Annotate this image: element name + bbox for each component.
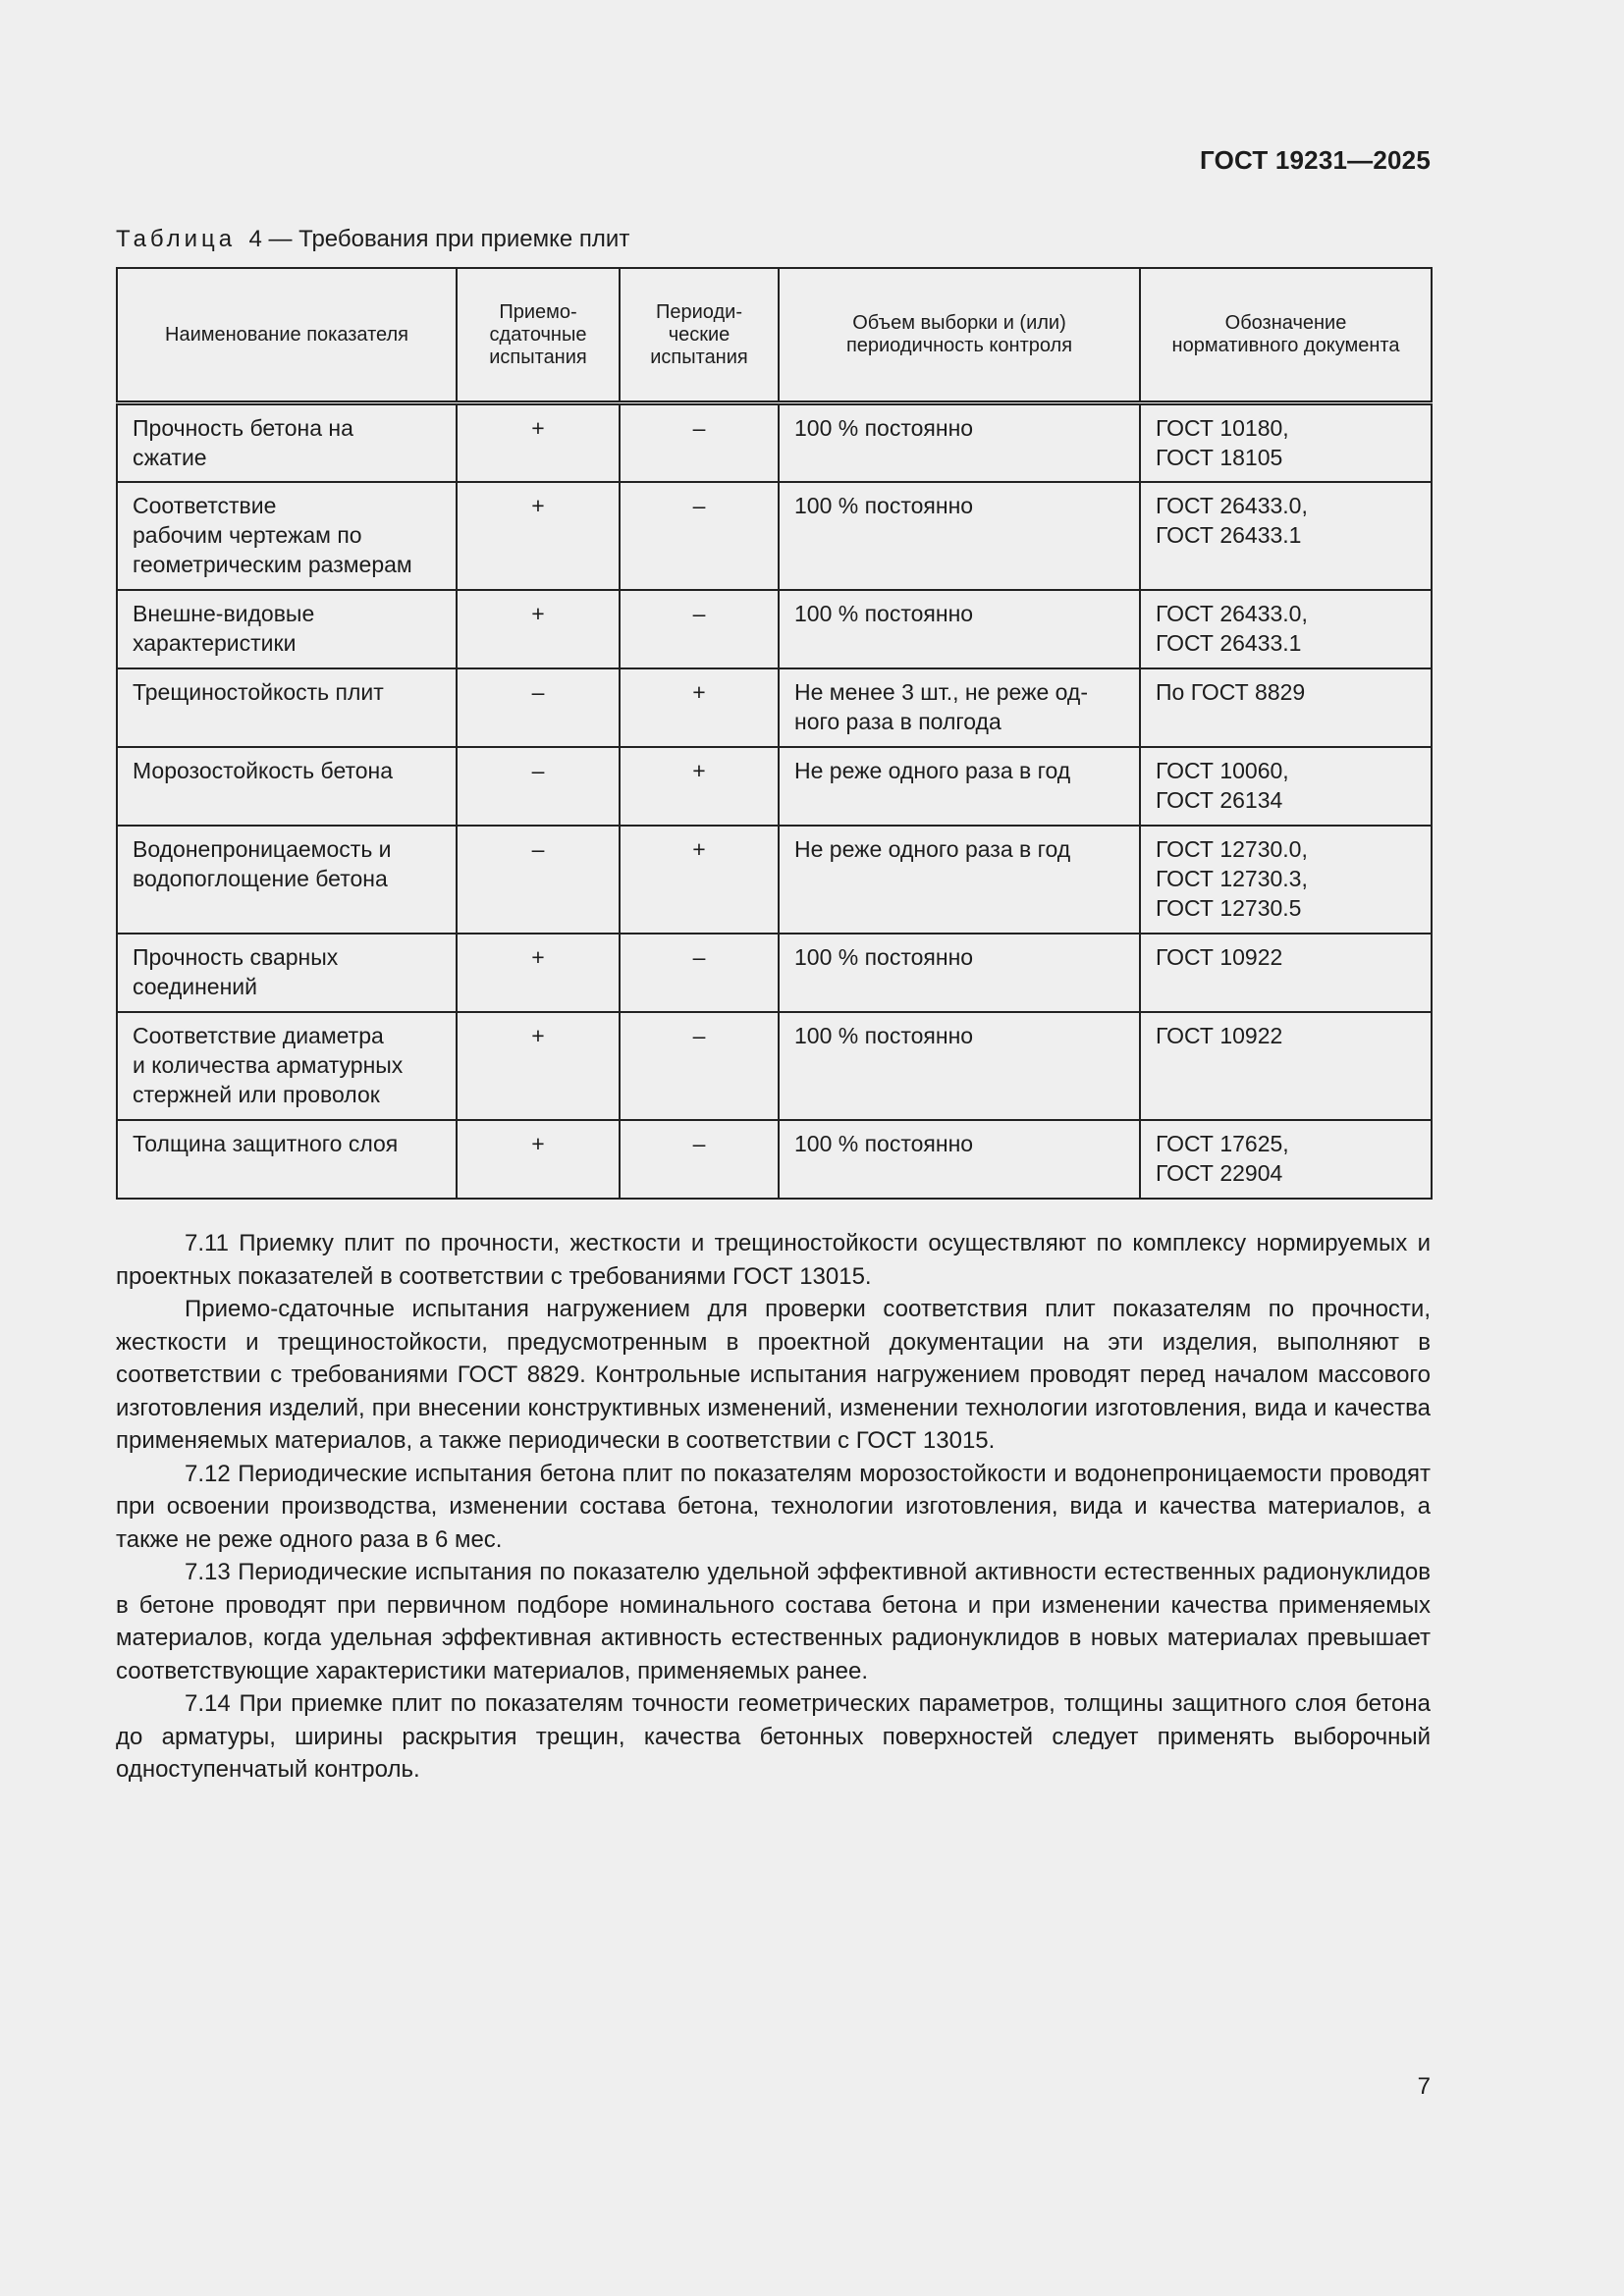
cell-periodic: –: [620, 1012, 779, 1120]
column-header-acceptance-tests: Приемо- сдаточные испытания: [457, 268, 620, 403]
cell-documents: ГОСТ 10922: [1140, 934, 1432, 1012]
cell-documents: ГОСТ 10922: [1140, 1012, 1432, 1120]
cell-scope: 100 % постоянно: [779, 1120, 1140, 1199]
table-caption: [116, 226, 629, 253]
cell-acceptance: +: [457, 1120, 620, 1199]
cell-scope: 100 % постоянно: [779, 590, 1140, 668]
cell-indicator: Внешне-видовые характеристики: [117, 590, 457, 668]
cell-documents: ГОСТ 10060, ГОСТ 26134: [1140, 747, 1432, 826]
cell-periodic: –: [620, 403, 779, 482]
cell-documents: ГОСТ 10180, ГОСТ 18105: [1140, 403, 1432, 482]
table-caption-label: Таблица: [116, 226, 237, 252]
paragraph-7-13: 7.13 Периодические испытания по показателю удельной эффективной активности естественных радионуклидов в бетоне проводят при первичном подборе номинального состава бетона и при изменении качества применяемых материалов, когда удельная эффективная активность естественных радионуклидов в новых материалах превышает соответствующие характеристики материалов, применяемых ранее.: [116, 1559, 1431, 1684]
cell-scope: Не реже одного раза в год: [779, 747, 1140, 826]
cell-indicator: Соответствие рабочим чертежам по геометрическим размерам: [117, 482, 457, 590]
cell-acceptance: +: [457, 934, 620, 1012]
table-row: [117, 934, 1432, 1012]
cell-scope: 100 % постоянно: [779, 1012, 1140, 1120]
cell-acceptance: +: [457, 403, 620, 482]
table-row: [117, 1012, 1432, 1120]
cell-periodic: +: [620, 747, 779, 826]
cell-acceptance: +: [457, 590, 620, 668]
cell-acceptance: –: [457, 747, 620, 826]
cell-indicator: Прочность сварных соединений: [117, 934, 457, 1012]
table-row: [117, 590, 1432, 668]
column-header-indicator: Наименование показателя: [117, 268, 457, 403]
cell-indicator: Морозостойкость бетона: [117, 747, 457, 826]
cell-scope: 100 % постоянно: [779, 403, 1140, 482]
table-header-row: [117, 268, 1432, 403]
cell-indicator: Водонепроницаемость и водопоглощение бетона: [117, 826, 457, 934]
cell-indicator: Трещиностойкость плит: [117, 668, 457, 747]
cell-periodic: –: [620, 590, 779, 668]
cell-acceptance: +: [457, 482, 620, 590]
cell-acceptance: –: [457, 826, 620, 934]
table-caption-text: 4 — Требования при приемке плит: [248, 226, 630, 252]
cell-documents: ГОСТ 12730.0, ГОСТ 12730.3, ГОСТ 12730.5: [1140, 826, 1432, 934]
cell-indicator: Соответствие диаметра и количества арматурных стержней или проволок: [117, 1012, 457, 1120]
cell-indicator: Толщина защитного слоя: [117, 1120, 457, 1199]
column-header-periodic-tests: Периоди- ческие испытания: [620, 268, 779, 403]
cell-documents: ГОСТ 17625, ГОСТ 22904: [1140, 1120, 1432, 1199]
requirements-table: [116, 267, 1433, 1200]
paragraph-7-11: 7.11 Приемку плит по прочности, жесткости и трещиностойкости осуществляют по комплексу нормируемых и проектных показателей в соответствии с требованиями ГОСТ 13015.: [116, 1230, 1431, 1290]
cell-periodic: –: [620, 1120, 779, 1199]
table-row: [117, 747, 1432, 826]
cell-periodic: +: [620, 668, 779, 747]
paragraph-7-12: 7.12 Периодические испытания бетона плит по показателям морозостойкости и водонепроницаемости проводят при освоении производства, изменении состава бетона, технологии изготовления, вида и качества материалов, а также не реже одного раза в 6 мес.: [116, 1460, 1431, 1553]
cell-scope: 100 % постоянно: [779, 934, 1140, 1012]
cell-documents: По ГОСТ 8829: [1140, 668, 1432, 747]
cell-acceptance: –: [457, 668, 620, 747]
cell-scope: 100 % постоянно: [779, 482, 1140, 590]
paragraph-7-11-continued: Приемо-сдаточные испытания нагружением для проверки соответствия плит показателям по прочности, жесткости и трещиностойкости, предусмотренным в проектной документации на эти изделия, выполняют в соответствии с требованиями ГОСТ 8829. Контрольные испытания нагружением проводят перед началом массового изготовления изделий, при внесении конструктивных изменений, изменении технологии изготовления, вида и качества применяемых материалов, а также периодически в соответствии с ГОСТ 13015.: [116, 1296, 1431, 1454]
table-row: [117, 826, 1432, 934]
table-row: [117, 668, 1432, 747]
cell-acceptance: +: [457, 1012, 620, 1120]
cell-indicator: Прочность бетона на сжатие: [117, 403, 457, 482]
document-designation: ГОСТ 19231—2025: [1200, 145, 1431, 175]
cell-periodic: –: [620, 482, 779, 590]
cell-scope: Не реже одного раза в год: [779, 826, 1140, 934]
column-header-sample-scope: Объем выборки и (или) периодичность контроля: [779, 268, 1140, 403]
table-row: [117, 482, 1432, 590]
table-row: [117, 1120, 1432, 1199]
body-text: [116, 1227, 1431, 1787]
cell-documents: ГОСТ 26433.0, ГОСТ 26433.1: [1140, 482, 1432, 590]
cell-scope: Не менее 3 шт., не реже од- ного раза в полгода: [779, 668, 1140, 747]
table-row: [117, 403, 1432, 482]
page-number: 7: [1417, 2073, 1431, 2100]
cell-periodic: +: [620, 826, 779, 934]
cell-periodic: –: [620, 934, 779, 1012]
column-header-normative-document: Обозначение нормативного документа: [1140, 268, 1432, 403]
cell-documents: ГОСТ 26433.0, ГОСТ 26433.1: [1140, 590, 1432, 668]
paragraph-7-14: 7.14 При приемке плит по показателям точности геометрических параметров, толщины защитного слоя бетона до арматуры, ширины раскрытия трещин, качества бетонных поверхностей следует применять выборочный одноступенчатый контроль.: [116, 1690, 1431, 1783]
